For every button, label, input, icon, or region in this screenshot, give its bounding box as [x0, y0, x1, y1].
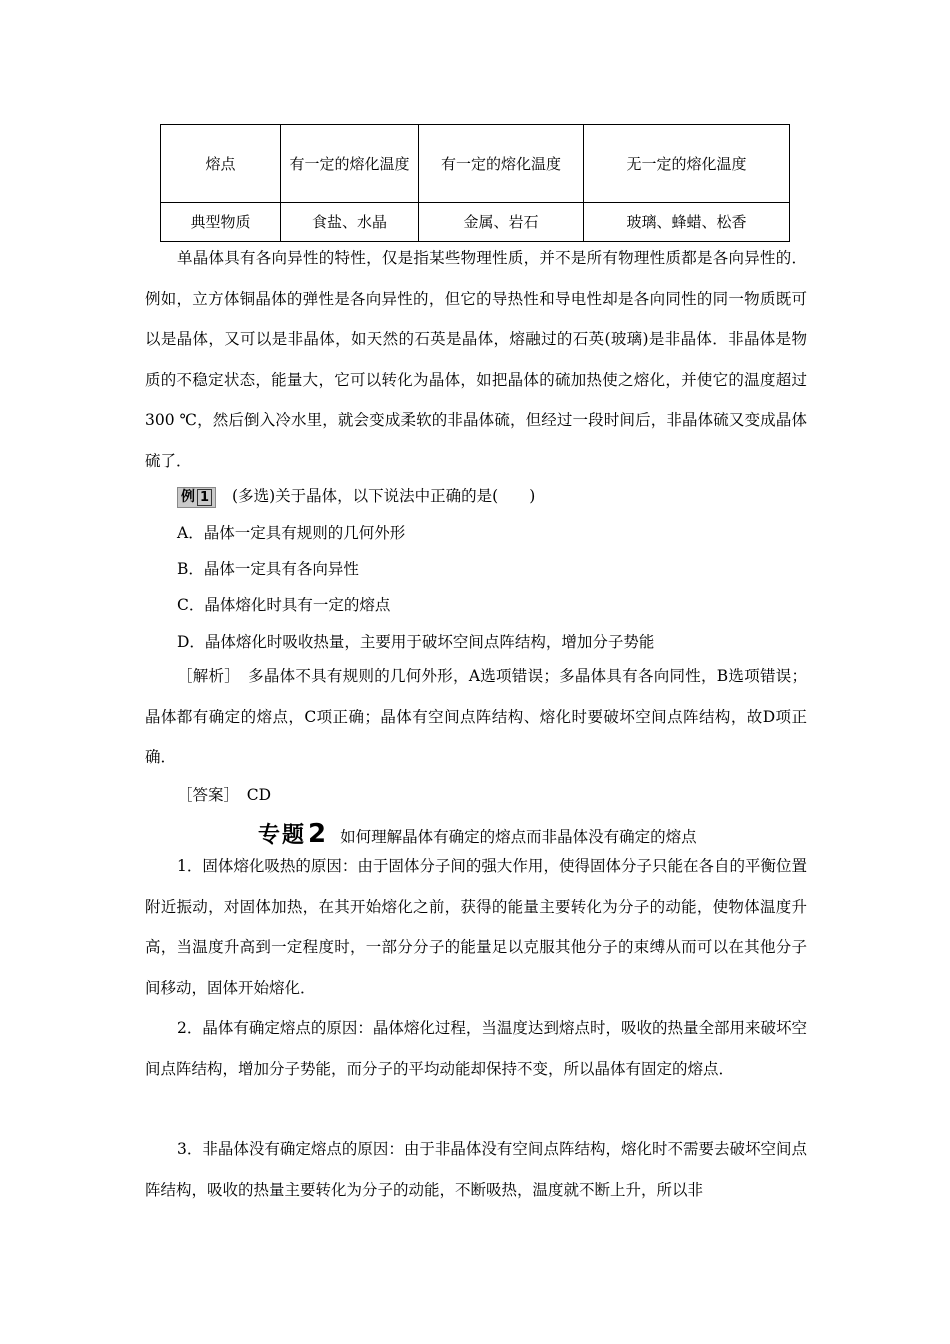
topic-number: 2	[308, 819, 327, 849]
paragraph-anisotropy: 单晶体具有各向异性的特性，仅是指某些物理性质，并不是所有物理性质都是各向异性的．例如，立方体铜晶体的弹性是各向异性的，但它的导热性和导电性却是各向同性的同一物质既可以是晶体，又可以是非晶体，如天然的石英是晶体，熔融过的石英(玻璃)是非晶体．非晶体是物质的不稳定状态，能量大，它可以转化为晶体，如把晶体的硫加热使之熔化，并使它的温度超过300 ℃，然后倒入冷水里，就会变成柔软的非晶体硫，但经过一段时间后，非晶体硫又变成晶体硫了．	[145, 249, 807, 470]
table-cell: 熔点	[161, 125, 281, 203]
table-row	[161, 203, 790, 242]
table-cell: 金属、岩石	[419, 203, 584, 242]
table-cell	[281, 125, 419, 203]
table-cell: 有一定的熔化温度	[419, 125, 584, 203]
option-a: A．晶体一定具有规则的几何外形	[177, 524, 406, 542]
point-3: 3．非晶体没有确定熔点的原因：由于非晶体没有空间点阵结构，熔化时不需要去破坏空间点阵结构，吸收的热量主要转化为分子的动能，不断吸热，温度就不断上升，所以非	[145, 1140, 807, 1199]
example-badge	[177, 487, 216, 508]
example-question-text: (多选)关于晶体，以下说法中正确的是( )	[232, 487, 536, 505]
topic-label: 专题	[258, 823, 307, 848]
table-cell: 无一定的熔化温度	[584, 125, 790, 203]
point-1: 1．固体熔化吸热的原因：由于固体分子间的强大作用，使得固体分子只能在各自的平衡位置附近振动，对固体加热，在其开始熔化之前，获得的能量主要转化为分子的动能，使物体温度升高，当温度升高到一定程度时，一部分分子的能量足以克服其他分子的束缚从而可以在其他分子间移动，固体开始熔化．	[145, 857, 807, 997]
crystal-properties-table	[160, 124, 790, 242]
analysis-paragraph: ［解析］ 多晶体不具有规则的几何外形，A选项错误；多晶体具有各向同性，B选项错误；晶体都有确定的熔点，C项正确；晶体有空间点阵结构、熔化时要破坏空间点阵结构，故D项正确．	[145, 667, 807, 766]
example-badge-label: 例	[181, 489, 195, 505]
topic-title: 如何理解晶体有确定的熔点而非晶体没有确定的熔点	[340, 828, 697, 846]
table-cell-text: 有一定的熔化温度	[289, 154, 410, 173]
option-b: B．晶体一定具有各向异性	[177, 560, 359, 578]
example-badge-number: 1	[197, 489, 212, 506]
option-c: C．晶体熔化时具有一定的熔点	[177, 596, 391, 614]
topic-heading	[258, 818, 697, 849]
table-row	[161, 125, 790, 203]
option-d: D．晶体熔化时吸收热量，主要用于破坏空间点阵结构，增加分子势能	[177, 633, 655, 651]
table-cell: 玻璃、蜂蜡、松香	[584, 203, 790, 242]
answer-line: ［答案］ CD	[177, 786, 272, 804]
table-cell: 食盐、水晶	[281, 203, 419, 242]
point-2: 2．晶体有确定熔点的原因：晶体熔化过程，当温度达到熔点时，吸收的热量全部用来破坏空间点阵结构，增加分子势能，而分子的平均动能却保持不变，所以晶体有固定的熔点．	[145, 1019, 807, 1078]
example-question	[177, 486, 535, 508]
table-cell: 典型物质	[161, 203, 281, 242]
